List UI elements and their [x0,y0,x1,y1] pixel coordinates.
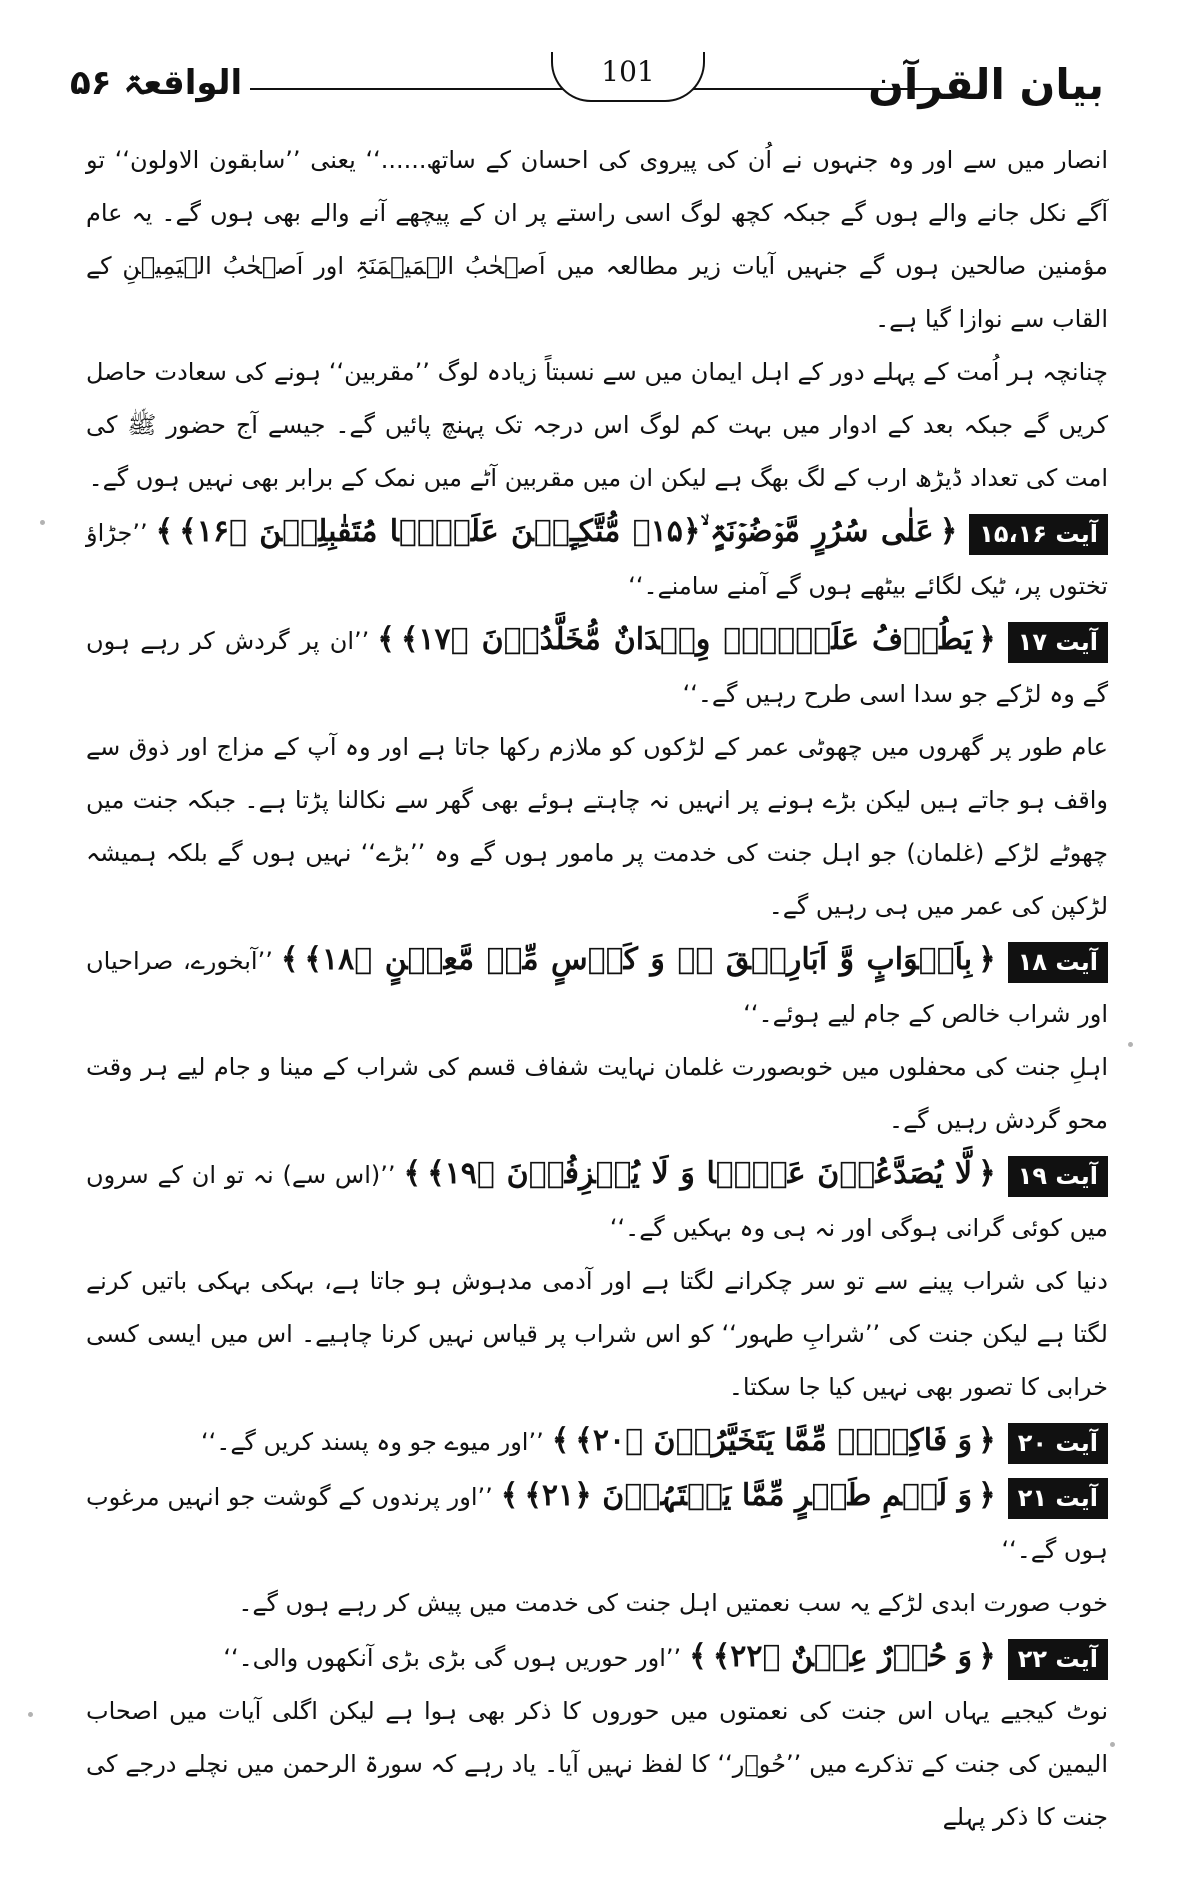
verse-bracket-close: ﴾ [689,1639,707,1674]
verse-translation: ’’اور پرندوں کے گوشت جو انہیں مرغوب ہوں گے۔‘‘ [86,1483,1108,1564]
verse-arabic: وَ حُوۡرٌ عِیۡنٌ ﴿۲۲﴾ [712,1639,973,1674]
verse-translation: ’’ان پر گردش کر رہے ہوں گے وہ لڑکے جو سدا اسی طرح رہیں گے۔‘‘ [86,627,1108,708]
scan-artifact [40,520,45,525]
verse-21 [86,1469,1108,1577]
page-header [70,52,1104,116]
verse-bracket-open: ﴿ [978,1156,996,1191]
book-title: بیان القرآن [868,60,1104,109]
verse-ref-19: آیت ۱۹ [1008,1156,1108,1197]
verse-bracket-open: ﴿ [978,1423,996,1458]
verse-arabic: وَ فَاکِہَۃٍ مِّمَّا یَتَخَیَّرُوۡنَ ﴿۲۰﴾ [575,1423,973,1458]
page-number: 101 [551,52,705,102]
verse-ref-15-16: آیت ۱۵،۱۶ [969,514,1108,555]
verse-translation: ’’اور میوے جو وہ پسند کریں گے۔‘‘ [201,1428,544,1456]
verse-bracket-close: ﴾ [403,1156,422,1191]
verse-translation: ’’(اس سے) نہ تو ان کے سروں میں کوئی گرانی ہوگی اور نہ ہی وہ بہکیں گے۔‘‘ [86,1161,1108,1242]
surah-name: الواقعۃ ۵۶ [70,62,250,103]
verse-arabic: یَطُوۡفُ عَلَیۡہِمۡ وِلۡدَانٌ مُّخَلَّدُوۡنَ ﴿۱۷﴾ [400,622,973,657]
paragraph-6: خوب صورت ابدی لڑکے یہ سب نعمتیں اہل جنت کی خدمت میں پیش کر رہے ہوں گے۔ [238,1589,1108,1617]
verse-18 [86,933,1108,1041]
verse-ref-18: آیت ۱۸ [1008,942,1108,983]
verse-17 [86,613,1108,721]
paragraph-4: اہلِ جنت کی محفلوں میں خوبصورت غلمان نہایت شفاف قسم کی شراب کے مینا و جام لیے ہر وقت محو گردش رہیں گے۔ [86,1053,1109,1134]
scan-artifact [1110,1742,1115,1747]
verse-bracket-open: ﴿ [978,942,996,977]
verse-ref-22: آیت ۲۲ [1008,1639,1108,1680]
verse-20 [86,1414,1108,1469]
verse-ref-21: آیت ۲۱ [1008,1478,1108,1519]
verse-arabic: وَ لَحۡمِ طَیۡرٍ مِّمَّا یَشۡتَہُوۡنَ ﴿۲۱﴾ [524,1478,973,1513]
verse-ref-20: آیت ۲۰ [1008,1423,1108,1464]
verse-bracket-open: ﴿ [978,622,996,657]
paragraph-2: چنانچہ ہر اُمت کے پہلے دور کے اہل ایمان میں سے نسبتاً زیادہ لوگ ’’مقربین‘‘ ہونے کی سعادت حاصل کریں گے جبکہ بعد کے ادوار میں بہت کم لوگ اس درجہ تک پہنچ پائیں گے۔ جیسے آج حضور ﷺ کی امت کی تعداد ڈیڑھ ارب کے لگ بھگ ہے لیکن ان میں مقربین آٹے میں نمک کے برابر بھی نہیں ہوں گے۔ [86,358,1108,492]
scan-artifact [1128,1042,1133,1047]
verse-bracket-close: ﴾ [155,514,174,549]
verse-22 [86,1630,1108,1685]
paragraph-1: انصار میں سے اور وہ جنہوں نے اُن کی پیروی کی احسان کے ساتھ......‘‘ یعنی ’’سابقون الاولون‘‘ تو آگے نکل جانے والے ہوں گے جبکہ کچھ لوگ اسی راستے پر ان کے پیچھے آنے والے بھی ہوں گے۔ یہ عام مؤمنین صالحین ہوں گے جنہیں آیات زیر مطالعہ میں اَصۡحٰبُ الۡمَیۡمَنَۃِ اور اَصۡحٰبُ الۡیَمِیۡنِ کے القاب سے نوازا گیا ہے۔ [86,146,1108,333]
verse-bracket-open: ﴿ [978,1478,996,1513]
paragraph-7: نوٹ کیجیے یہاں اس جنت کی نعمتوں میں حوروں کا ذکر بھی ہوا ہے لیکن اگلی آیات میں اصحاب الیمین کی جنت کے تذکرے میں ’’حُوۡر‘‘ کا لفظ نہیں آیا۔ یاد رہے کہ سورۃ الرحمن میں نچلے درجے کی جنت کا ذکر پہلے [86,1697,1108,1831]
page-content [86,134,1108,1844]
verse-arabic: عَلٰی سُرُرٍ مَّوۡضُوۡنَۃٍ ۙ﴿۱۵﴾ مُّتَّکِـِٕیۡنَ عَلَیۡہَا مُتَقٰبِلِیۡنَ ﴿۱۶﴾ [179,514,934,549]
paragraph-5: دنیا کی شراب پینے سے تو سر چکرانے لگتا ہے اور آدمی مدہوش ہو جاتا ہے، بہکی بہکی باتیں کرنے لگتا ہے لیکن جنت کی ’’شرابِ طہور‘‘ کو اس شراب پر قیاس نہیں کرنا چاہیے۔ اس میں ایسی کسی خرابی کا تصور بھی نہیں کیا جا سکتا۔ [86,1267,1108,1401]
verse-translation: ’’آبخورے، صراحیاں اور شراب خالص کے جام لیے ہوئے۔‘‘ [86,947,1108,1028]
verse-19 [86,1147,1108,1255]
verse-translation: ’’جڑاؤ تختوں پر، ٹیک لگائے بیٹھے ہوں گے آمنے سامنے۔‘‘ [86,519,1108,600]
verse-15-16 [86,505,1108,613]
verse-bracket-close: ﴾ [500,1478,519,1513]
verse-bracket-open: ﴿ [939,514,958,549]
verse-bracket-close: ﴾ [551,1423,570,1458]
verse-arabic: بِاَکۡوَابٍ وَّ اَبَارِیۡقَ ۬ۙ وَ کَاۡسٍ مِّنۡ مَّعِیۡنٍ ﴿۱۸﴾ [304,942,973,977]
scan-artifact [28,1712,33,1717]
paragraph-3: عام طور پر گھروں میں چھوٹی عمر کے لڑکوں کو ملازم رکھا جاتا ہے اور وہ آپ کے مزاج اور ذوق سے واقف ہو جاتے ہیں لیکن بڑے ہونے پر انہیں نہ چاہتے ہوئے بھی گھر سے نکالنا پڑتا ہے۔ جبکہ جنت میں چھوٹے لڑکے (غلمان) جو اہل جنت کی خدمت پر مامور ہوں گے وہ ’’بڑے‘‘ نہیں ہوں گے بلکہ ہمیشہ لڑکپن کی عمر میں ہی رہیں گے۔ [86,733,1108,920]
verse-bracket-open: ﴿ [978,1639,996,1674]
verse-arabic: لَّا یُصَدَّعُوۡنَ عَنۡہَا وَ لَا یُنۡزِفُوۡنَ ﴿۱۹﴾ [427,1156,973,1191]
verse-ref-17: آیت ۱۷ [1008,622,1108,663]
verse-bracket-close: ﴾ [280,942,299,977]
verse-bracket-close: ﴾ [377,622,395,657]
verse-translation: ’’اور حوریں ہوں گی بڑی بڑی آنکھوں والی۔‘‘ [223,1644,682,1672]
